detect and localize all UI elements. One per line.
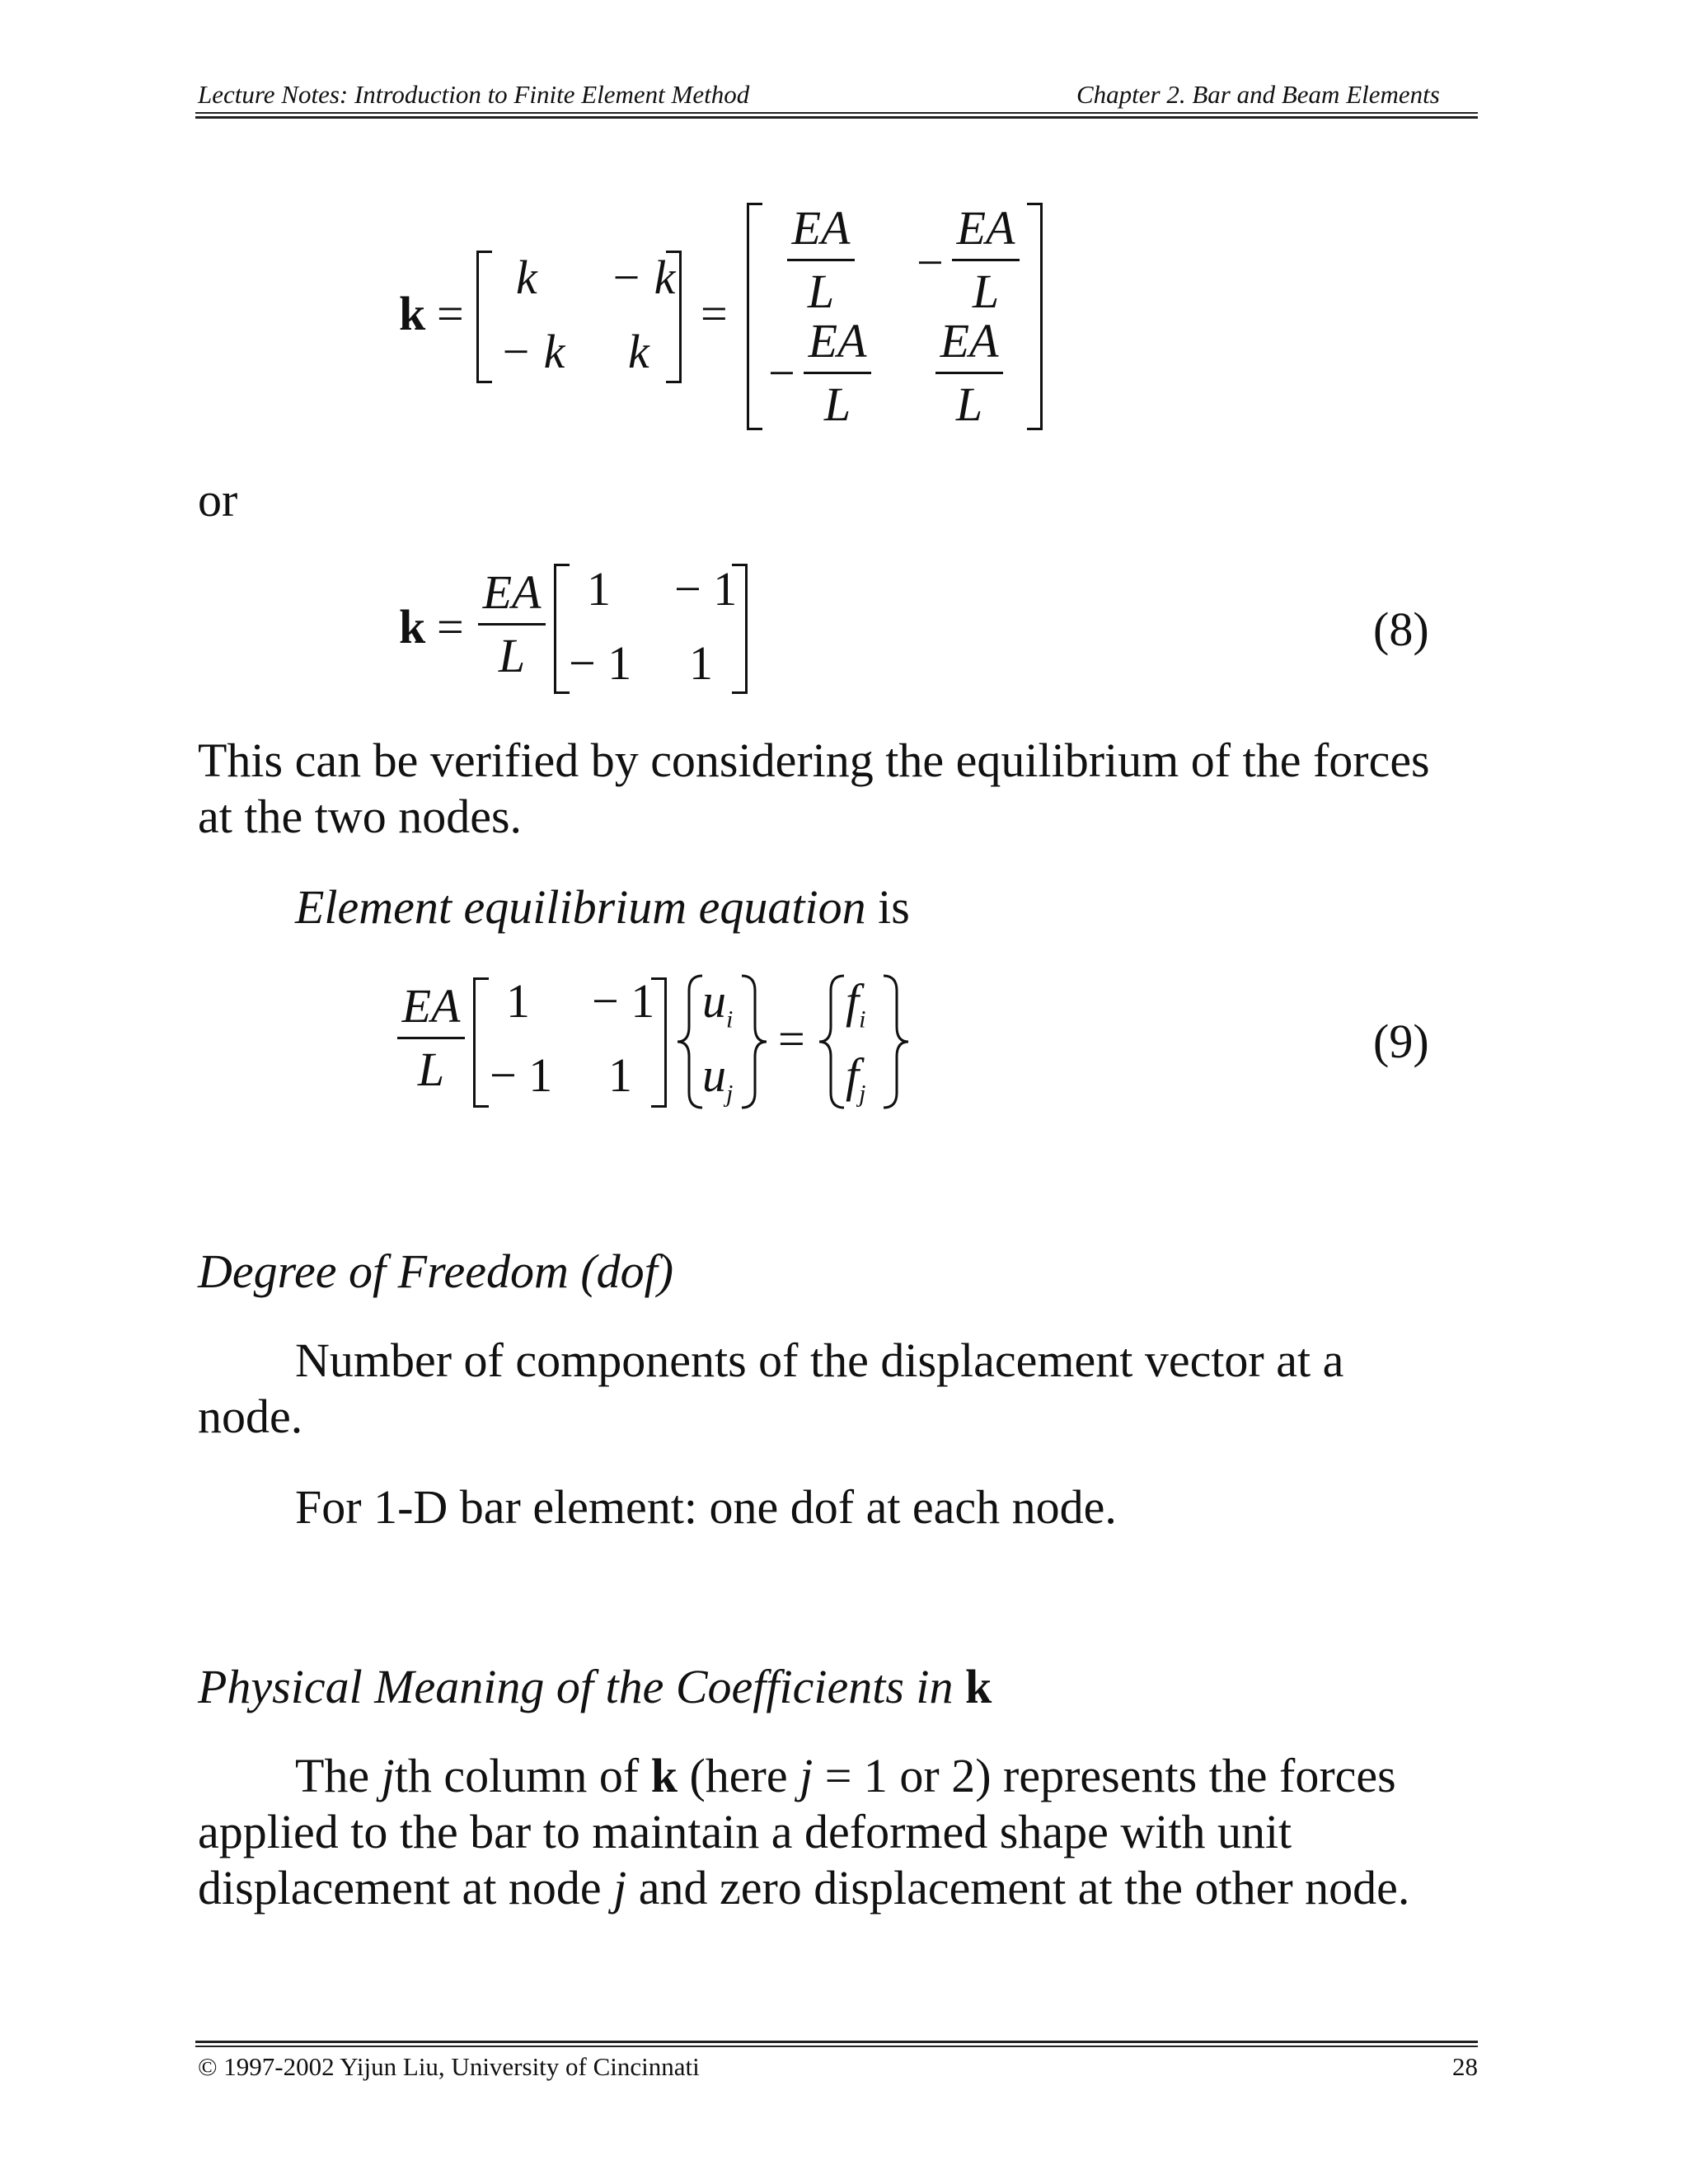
page-number: 28 (1452, 2052, 1478, 2081)
footer-copyright: © 1997-2002 Yijun Liu, University of Cincinnati (198, 2052, 700, 2081)
bracket-left (554, 564, 570, 694)
equals-sign: = (701, 287, 728, 340)
matrix-entry: 1 (587, 562, 611, 616)
matrix-entry: − 1 (674, 562, 738, 616)
paragraph-line: This can be verified by considering the equilibrium of the forces (198, 733, 1430, 787)
right-brace (879, 972, 912, 1111)
paragraph-line: displacement at node j and zero displacement at the other node. (198, 1861, 1410, 1915)
fraction-EA-over-L: EA L (935, 317, 1003, 429)
header-right: Chapter 2. Bar and Beam Elements (1076, 80, 1440, 109)
equals-sign: = (437, 287, 464, 340)
matrix-entry: 1 (506, 974, 530, 1028)
matrix-entry: − 1 (592, 974, 655, 1028)
minus-sign: − (768, 346, 795, 400)
matrix-entry: − k (610, 251, 676, 304)
footer-rule (195, 2046, 1478, 2047)
element-equation-intro: Element equilibrium equation is (295, 880, 910, 934)
section-heading-dof: Degree of Freedom (dof) (198, 1244, 674, 1298)
fraction-EA-over-L: EA L (804, 317, 871, 429)
header-rule (195, 112, 1478, 114)
equation-number: (9) (1373, 1015, 1429, 1068)
force-f: $f_i$ (846, 974, 866, 1033)
bracket-left (476, 251, 492, 383)
header-rule-thick (195, 116, 1478, 119)
fraction-EA-over-L: EA L (478, 569, 546, 680)
matrix-entry: k (628, 325, 649, 378)
matrix-entry: 1 (608, 1048, 632, 1102)
connector-word: or (198, 473, 238, 527)
paragraph-line: Number of components of the displacement vector at a (295, 1333, 1344, 1387)
matrix-entry: − 1 (490, 1048, 553, 1102)
right-brace (737, 972, 770, 1111)
matrix-entry: − 1 (569, 636, 632, 690)
bracket-left (747, 203, 762, 430)
paragraph-line: at the two nodes. (198, 790, 523, 843)
paragraph-line: node. (198, 1390, 303, 1443)
bracket-right (732, 564, 748, 694)
minus-sign: − (917, 236, 944, 289)
matrix-entry: 1 (689, 636, 713, 690)
bracket-right (651, 977, 667, 1108)
bold-k: k (399, 287, 426, 340)
left-brace (816, 972, 849, 1111)
matrix-entry: k (516, 251, 537, 304)
bracket-right (1027, 203, 1043, 430)
equals-sign: = (437, 600, 464, 654)
matrix-entry: − k (499, 325, 565, 378)
fraction-EA-over-L: EA L (952, 204, 1020, 316)
equation-number: (8) (1373, 602, 1429, 656)
fraction-EA-over-L: EA L (397, 982, 465, 1094)
fraction-EA-over-L: EA L (787, 204, 855, 316)
section-heading-physical-meaning: Physical Meaning of the Coefficients in k (198, 1660, 992, 1713)
force-f: $f_j$ (846, 1048, 866, 1108)
bracket-left (473, 977, 489, 1108)
paragraph-line: applied to the bar to maintain a deformed shape with unit (198, 1805, 1292, 1858)
paragraph-line: The jth column of k (here j = 1 or 2) represents the forces (295, 1749, 1396, 1802)
displacement-u: $u_i$ (702, 974, 734, 1033)
paragraph-line: For 1-D bar element: one dof at each node. (295, 1480, 1117, 1534)
header-left: Lecture Notes: Introduction to Finite Element Method (198, 80, 750, 109)
equals-sign: = (778, 1012, 805, 1066)
bold-k: k (399, 600, 426, 654)
displacement-u: $u_j$ (702, 1048, 734, 1108)
footer-rule-thick (195, 2041, 1478, 2043)
bracket-right (666, 251, 682, 383)
